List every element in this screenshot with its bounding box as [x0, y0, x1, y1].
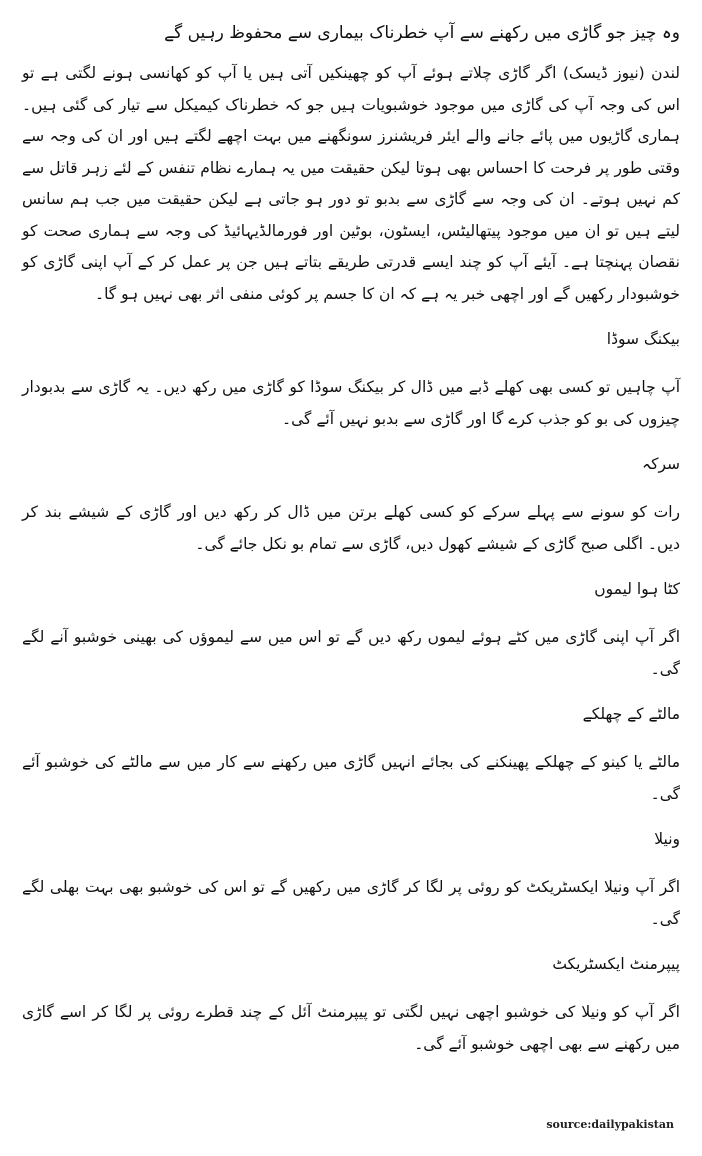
section-body-lemon: اگر آپ اپنی گاڑی میں کٹے ہوئے لیموں رکھ دیں گے تو اس میں سے لیموؤں کی بھینی خوشبو آنے لگے گی۔	[22, 628, 680, 678]
section-body-orange-peels: مالٹے یا کینو کے چھلکے پھینکنے کی بجائے انہیں گاڑی میں رکھنے سے کار میں سے مالٹے کی خوشبو آئے گی۔	[22, 753, 680, 803]
section-title-vinegar: سرکہ	[641, 455, 680, 473]
section-body-vanilla: اگر آپ ونیلا ایکسٹریکٹ کو روئی پر لگا کر گاڑی میں رکھیں گے تو اس کی خوشبو بھی بہت بھلی لگے گی۔	[22, 878, 680, 928]
section-title-peppermint: پیپرمنٹ ایکسٹریکٹ	[552, 955, 680, 973]
section-body-baking-soda: آپ چاہیں تو کسی بھی کھلے ڈبے میں ڈال کر بیکنگ سوڈا کو گاڑی میں رکھ دیں۔ یہ گاڑی سے بدبودار چیزوں کی بو کو جذب کرے گا اور گاڑی سے بدبو نہیں آئے گی۔	[22, 378, 680, 428]
source-credit: source:dailypakistan	[546, 1118, 674, 1131]
section-body-peppermint: اگر آپ کو ونیلا کی خوشبو اچھی نہیں لگتی تو پیپرمنٹ آئل کے چند قطرے روئی پر لگا کر اسے گاڑی میں رکھنے سے بھی اچھی خوشبو آئے گی۔	[22, 1003, 680, 1053]
article-intro: لندن (نیوز ڈیسک) اگر گاڑی چلاتے ہوئے آپ کو چھینکیں آتی ہیں یا آپ کو کھانسی ہونے لگتی ہے تو اس کی وجہ آپ کی گاڑی میں موجود خوشبویات ہیں جو کہ خطرناک کیمیکل سے تیار کی گئی ہیں۔ ہماری گاڑیوں میں پائے جانے والے ایئر فریشنرز سونگھنے میں بہت اچھے لگتے ہیں اور ان کی وجہ سے وقتی طور پر فرحت کا احساس بھی ہوتا لیکن حقیقت میں یہ ہمارے نظام تنفس کے لئے زہر قاتل سے کم نہیں ہوتے۔ ان کی وجہ سے گاڑی سے بدبو تو دور ہو جاتی ہے لیکن حقیقت میں جب ہم سانس لیتے ہیں تو ان میں موجود پیتھالیٹس، ایسٹون، بوٹین اور فورمالڈیہائیڈ کی وجہ سے ہماری صحت کو نقصان پہنچتا ہے۔ آیئے آپ کو چند ایسے قدرتی طریقے بتاتے ہیں جن پر عمل کر کے آپ اپنی گاڑی کو خوشبودار رکھیں گے اور اچھی خبر یہ ہے کہ ان کا جسم پر کوئی منفی اثر بھی نہیں ہو گا۔	[22, 64, 680, 303]
article	[22, 18, 680, 1074]
article-headline: وہ چیز جو گاڑی میں رکھنے سے آپ خطرناک بیماری سے محفوظ رہیں گے	[164, 23, 680, 43]
section-body-vinegar: رات کو سونے سے پہلے سرکے کو کسی کھلے برتن میں ڈال کر رکھ دیں اور گاڑی کے شیشے بند کر دیں۔ اگلی صبح گاڑی کے شیشے کھول دیں، گاڑی سے تمام بو نکل جائے گی۔	[22, 503, 680, 553]
section-title-vanilla: ونیلا	[654, 830, 680, 848]
section-title-baking-soda: بیکنگ سوڈا	[606, 330, 680, 348]
section-title-lemon: کٹا ہوا لیموں	[594, 580, 680, 598]
section-title-orange-peels: مالٹے کے چھلکے	[582, 705, 680, 723]
